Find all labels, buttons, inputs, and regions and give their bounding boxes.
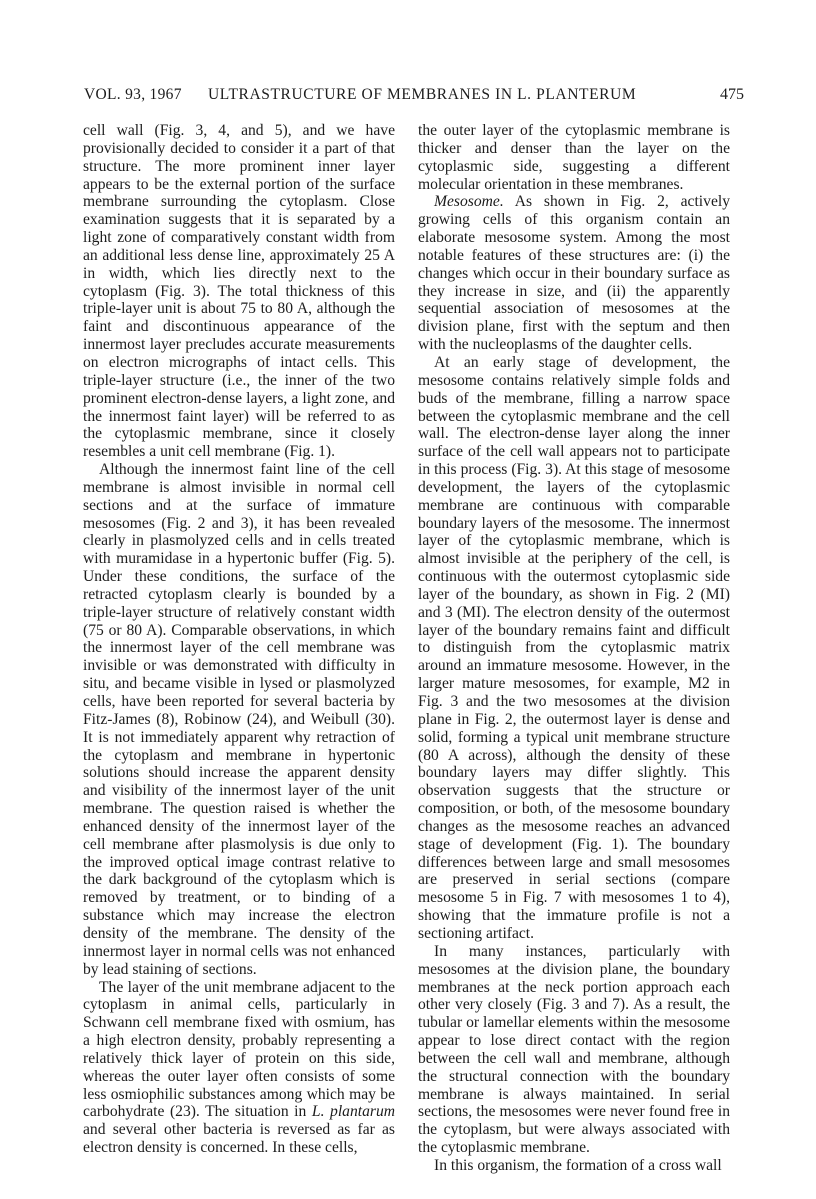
paragraph: At an early stage of development, the mesosome contains relatively simple folds and buds of the membrane, filling a narrow space between the cytoplasmic membrane and the cell wall. The electron-dense layer along the inner surface of the cell wall appears not to participate in this process (Fig. 3). At this stage of mesosome development, the layers of the cytoplasmic membrane are continuous with comparable boundary layers of the mesosome. The innermost layer of the cytoplasmic membrane, which is almost invisible at the periphery of the cell, is continuous with the outermost cytoplasmic side layer of the boundary, as shown in Fig. 2 (MI) and 3 (MI). The electron density of the outermost layer of the boundary remains faint and difficult to distinguish from the cytoplasmic matrix around an immature mesosome. However, in the larger mature mesosomes, for example, M2 in Fig. 3 and the two mesosomes at the division plane in Fig. 2, the outermost layer is dense and solid, forming a typical unit membrane structure (80 A across), although the density of these boundary layers may differ slightly. This observation suggests that the structure or composition, or both, of the mesosome boundary changes as the mesosome reaches an advanced stage of development (Fig. 1). The boundary differences between large and small mesosomes are preserved in serial sections (compare mesosome 5 in Fig. 7 with mesosomes 1 to 4), showing that the immature profile is not a sectioning artifact. bbox=[418, 353, 730, 942]
species-name: L. plantarum bbox=[311, 1103, 396, 1121]
paragraph: In many instances, particularly with mesosomes at the division plane, the boundary membranes at the neck portion approach each other very closely (Fig. 3 and 7). As a result, the tubular or lamellar elements within the mesosome appear to lose direct contact with the region between the cell wall and membrane, although the structural connection with the boundary membrane is always maintained. In serial sections, the mesosomes were never found free in the cytoplasm, but were always associated with the cytoplasmic membrane. bbox=[418, 942, 730, 1157]
right-column bbox=[418, 122, 730, 1175]
paragraph: cell wall (Fig. 3, 4, and 5), and we have provisionally decided to consider it a part of that structure. The more prominent inner layer appears to be the external portion of the surface membrane surrounding the cytoplasm. Close examination suggests that it is separated by a light zone of comparatively constant width from an additional less dense line, approximately 25 A in width, which lies directly next to the cytoplasm (Fig. 3). The total thickness of this triple-layer unit is about 75 to 80 A, although the faint and discontinuous appearance of the innermost layer precludes accurate measurements on electron micrographs of intact cells. This triple-layer structure (i.e., the inner of the two prominent electron-dense layers, a light zone, and the innermost faint layer) will be referred to as the cytoplasmic membrane, since it closely resembles a unit cell membrane (Fig. 1). bbox=[83, 122, 395, 461]
paragraph-text: As shown in Fig. 2, actively growing cells of this organism contain an elaborate mesosome system. Among the most notable features of these structures are: (i) the changes which occur in their boundary surface as they increase in size, and (ii) the apparently sequential association of mesosomes at the division plane, first with the septum and then with the nucleoplasms of the daughter cells. bbox=[418, 193, 730, 354]
paragraph: In this organism, the formation of a cross wall bbox=[434, 1156, 722, 1174]
paragraph-text: and several other bacteria is reversed as far as electron density is concerned. In these cells, bbox=[83, 1121, 395, 1157]
section-heading: Mesosome. bbox=[434, 193, 504, 211]
paragraph: the outer layer of the cytoplasmic membrane is thicker and denser than the layer on the cytoplasmic side, suggesting a different molecular orientation in these membranes. bbox=[418, 122, 730, 193]
running-header bbox=[84, 86, 744, 112]
paragraph: Although the innermost faint line of the cell membrane is almost invisible in normal cell sections and at the surface of immature mesosomes (Fig. 2 and 3), it has been revealed clearly in plasmolyzed cells and in cells treated with muramidase in a hypertonic buffer (Fig. 5). Under these conditions, the surface of the retracted cytoplasm clearly is bounded by a triple-layer structure of relatively constant width (75 or 80 A). Comparable observations, in which the innermost layer of the cell membrane was invisible or was demonstrated with difficulty in situ, and became visible in lysed or plasmolyzed cells, have been reported for several bacteria by Fitz-James (8), Robinow (24), and Weibull (30). It is not immediately apparent why retraction of the cytoplasm and membrane in hypertonic solutions should increase the apparent density and visibility of the innermost layer of the unit membrane. The question raised is whether the enhanced density of the innermost layer of the cell membrane after plasmolysis is due only to the improved optical image contrast relative to the dark background of the cytoplasm which is removed by treatment, or to binding of a substance which may increase the electron density of the membrane. The density of the innermost layer in normal cells was not enhanced by lead staining of sections. bbox=[83, 461, 395, 978]
paragraph-text: The layer of the unit membrane adjacent to the cytoplasm in animal cells, particularly in Schwann cell membrane fixed with osmium, has a high electron density, probably representing a relatively thick layer of protein on this side, whereas the outer layer often consists of some less osmiophilic substances among which may be carbohydrate (23). The situation in bbox=[83, 978, 395, 1121]
paragraph bbox=[83, 979, 395, 1157]
volume-year: VOL. 93, 1967 bbox=[84, 86, 182, 103]
running-title: ULTRASTRUCTURE OF MEMBRANES IN L. PLANTERUM bbox=[208, 86, 637, 103]
page-number: 475 bbox=[720, 86, 744, 103]
paragraph bbox=[418, 193, 730, 354]
left-column bbox=[83, 122, 395, 1157]
